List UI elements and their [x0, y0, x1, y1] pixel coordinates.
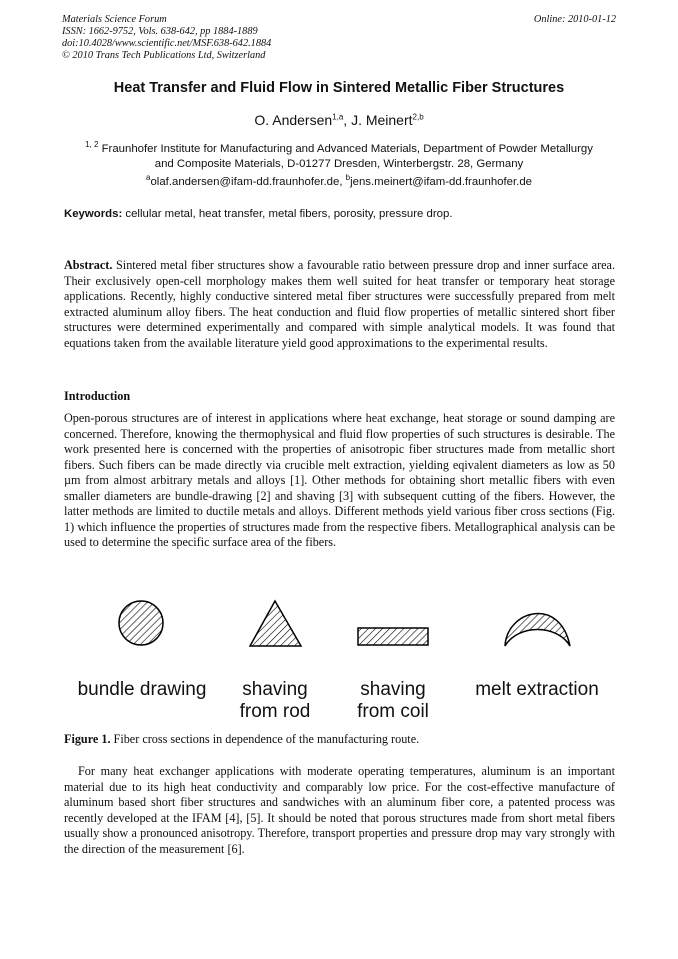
- section-heading-introduction: Introduction: [64, 389, 131, 403]
- figure-label-bundle-drawing: bundle drawing: [77, 679, 207, 700]
- abstract-text: Sintered metal fiber structures show a favourable ratio between pressure drop and inner surface area. Their exclusively open-cell morphology makes them well suited for heat transfer or temporary heat storage applications. Recently, highly conductive sintered metal fiber structures were successfully prepared from melt extracted aluminum alloy fibers. The heat conduction and fluid flow properties of metallic sintered short fiber structures were determined experimentally and compared with simple analytical models. It was found that equations taken from the available literature yield good approximations to the experimental results.: [64, 258, 615, 350]
- crescent-fiber-shape: [505, 614, 570, 646]
- journal-name: Materials Science Forum: [62, 14, 167, 25]
- figure-1-shapes: [60, 590, 620, 680]
- intro-paragraph-2: For many heat exchanger applications with moderate operating temperatures, aluminum is an important material due to its high heat conductivity and comparably low price. For the cost-effective manufacture of aluminum based short fiber structures and sandwiches with an aluminum fiber core, a patented process was recently developed at the IFAM [4], [5]. It should be noted that porous structures made from short metal fibers usually show a pronounced anisotropy. Therefore, transport properties and pressure drop may vary strongly with the direction of the measurement [6].: [64, 764, 615, 856]
- journal-header: [62, 14, 616, 62]
- affiliation-line-1: Fraunhofer Institute for Manufacturing and Advanced Materials, Department of Powder Metallurgy: [101, 142, 593, 155]
- email-marker-b: b: [345, 173, 351, 182]
- triangular-fiber-shape: [250, 601, 301, 646]
- figure-1-caption: [64, 732, 419, 747]
- figure-label-shaving-rod: shaving from rod: [239, 679, 311, 722]
- figure-label-melt-extraction: melt extraction: [475, 679, 599, 700]
- figure-caption-label: Figure 1.: [64, 732, 111, 746]
- figure-label-shaving-coil: shaving from coil: [357, 679, 429, 722]
- author-list: [0, 112, 678, 128]
- author-2-affil: 2,b: [412, 112, 424, 122]
- issn-line: ISSN: 1662-9752, Vols. 638-642, pp 1884-1889: [62, 26, 258, 37]
- author-1-name: O. Andersen: [254, 112, 333, 128]
- intro-paragraph-1: Open-porous structures are of interest in applications where heat exchange, heat storage or sound damping are concerned. Therefore, knowing the thermophysical and fluid flow properties of such structures is desirable. The work presented here is concerned with the properties of anisotropic fiber structures made from metallic short fibers. Such fibers can be made directly via crucible melt extraction, yielding eqivalent diameters as low as 50 µm from almost arbitrary metals and alloys [1]. Other methods for obtaining short metallic fibers with even smaller diameters are bundle-drawing [2] and shaving [3] with subsequent cutting of the fibers. However, the latter methods are limited to ductile metals and alloys. Different methods yield various fiber cross sections (Fig. 1) which influence the properties of structures made from the respective fibers. Metallographical analysis can be used to determine the specific surface area of the fibers.: [64, 411, 615, 549]
- author-2-name: J. Meinert: [351, 112, 413, 128]
- affiliation: [62, 137, 616, 172]
- email-a: olaf.andersen@ifam-dd.fraunhofer.de,: [150, 175, 346, 188]
- keywords-label: Keywords:: [64, 208, 123, 220]
- abstract-label: Abstract.: [64, 258, 113, 272]
- online-date: Online: 2010-01-12: [533, 14, 616, 25]
- affiliation-marker: 1, 2: [85, 140, 99, 149]
- author-separator: ,: [343, 112, 352, 128]
- email-marker-a: a: [146, 173, 151, 182]
- round-fiber-shape: [119, 601, 163, 645]
- affiliation-line-2: and Composite Materials, D-01277 Dresden, Winterbergstr. 28, Germany: [154, 157, 524, 170]
- abstract: [64, 258, 615, 351]
- figure-1: [60, 590, 620, 730]
- keywords: [64, 208, 616, 220]
- author-1-affil: 1,a: [332, 112, 344, 122]
- email-line: [0, 173, 678, 188]
- paper-title: Heat Transfer and Fluid Flow in Sintered Metallic Fiber Structures: [113, 80, 565, 96]
- rectangular-fiber-shape: [358, 628, 428, 645]
- copyright-line: © 2010 Trans Tech Publications Ltd, Switzerland: [62, 50, 266, 61]
- email-b: jens.meinert@ifam-dd.fraunhofer.de: [350, 175, 532, 188]
- keywords-text: cellular metal, heat transfer, metal fibers, porosity, pressure drop.: [125, 208, 453, 220]
- figure-caption-text: Fiber cross sections in dependence of the manufacturing route.: [113, 732, 420, 746]
- doi-line: doi:10.4028/www.scientific.net/MSF.638-642.1884: [62, 38, 272, 49]
